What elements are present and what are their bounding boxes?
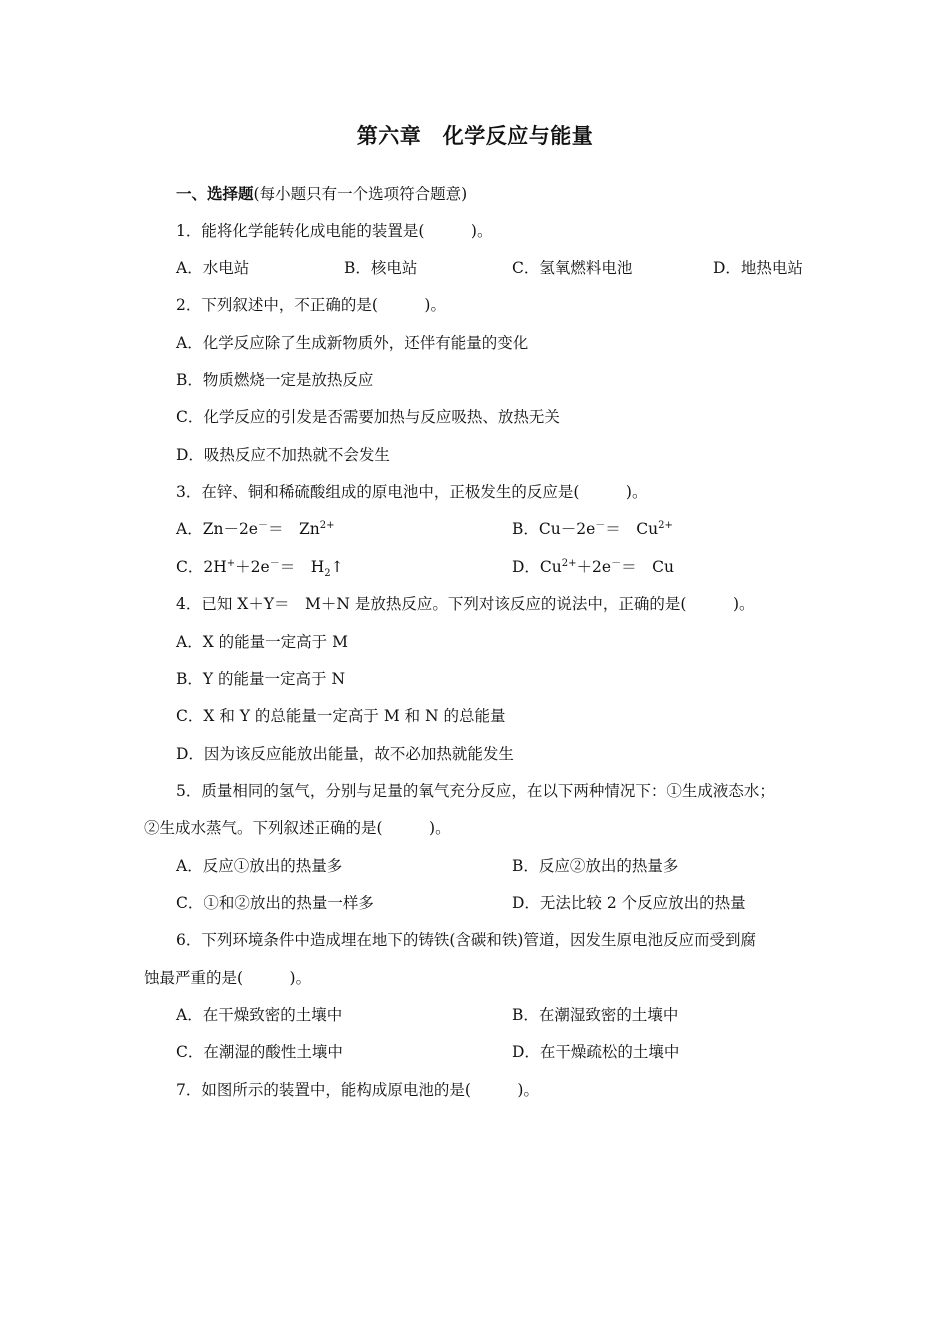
q3-d-post: ＝ Cu	[621, 558, 674, 576]
page-title: 第六章 化学反应与能量	[356, 123, 594, 148]
q3-c-post: ↑	[330, 558, 344, 576]
q3-d-sup2: －	[611, 557, 622, 569]
q3-d-sup1: 2+	[561, 557, 577, 569]
q2-option-d: D．吸热反应不加热就不会发生	[176, 446, 390, 464]
q3-c-sub: 2	[324, 568, 331, 580]
q5-stem-line2: ②生成水蒸气。下列叙述正确的是( )。	[144, 819, 451, 837]
q5-option-c: C．①和②放出的热量一样多	[176, 894, 374, 912]
q4-option-a: A．X 的能量一定高于 M	[176, 633, 348, 651]
q7-stem: 7．如图所示的装置中，能构成原电池的是( )。	[176, 1081, 539, 1099]
q3-b-pre: B．Cu－2e	[512, 520, 596, 538]
q4-stem: 4．已知 X＋Y＝ M＋N 是放热反应。下列对该反应的说法中，正确的是( )。	[176, 595, 755, 613]
q3-d-mid: ＋2e	[576, 558, 612, 576]
q1-option-a: A．水电站	[176, 259, 250, 277]
q3-b-sup1: －	[595, 519, 606, 531]
q1-option-d: D．地热电站	[713, 259, 803, 277]
q3-a-mid: ＝ Zn	[267, 520, 320, 538]
q1-option-b: B．核电站	[344, 259, 418, 277]
q2-option-c: C．化学反应的引发是否需要加热与反应吸热、放热无关	[176, 408, 560, 426]
q3-a-sup2: 2+	[319, 519, 335, 531]
q3-option-b	[512, 518, 673, 540]
q6-option-b: B．在潮湿致密的土壤中	[512, 1006, 679, 1024]
q3-a-sup1: －	[257, 519, 268, 531]
q5-option-d: D．无法比较 2 个反应放出的热量	[512, 894, 746, 912]
q5-stem-line1: 5．质量相同的氢气，分别与足量的氧气充分反应，在以下两种情况下：①生成液态水；	[176, 782, 775, 800]
q5-option-b: B．反应②放出的热量多	[512, 857, 679, 875]
section-heading: 一、选择题	[176, 184, 254, 203]
q3-option-d	[512, 556, 674, 578]
q4-option-d: D．因为该反应能放出能量，故不必加热就能发生	[176, 745, 514, 763]
q1-stem: 1．能将化学能转化成电能的装置是( )。	[176, 222, 493, 240]
q5-option-a: A．反应①放出的热量多	[176, 857, 343, 875]
q2-option-a: A．化学反应除了生成新物质外，还伴有能量的变化	[176, 334, 529, 352]
q3-c-sup2: －	[269, 557, 280, 569]
q3-d-pre: D．Cu	[512, 558, 562, 576]
q6-stem-line2: 蚀最严重的是( )。	[144, 969, 312, 987]
q1-option-c: C．氢氧燃料电池	[512, 259, 633, 277]
q3-b-sup2: 2+	[658, 519, 673, 531]
q6-option-c: C．在潮湿的酸性土壤中	[176, 1043, 343, 1061]
q6-stem-line1: 6．下列环境条件中造成埋在地下的铸铁(含碳和铁)管道，因发生原电池反应而受到腐	[176, 931, 756, 949]
q4-option-c: C．X 和 Y 的总能量一定高于 M 和 N 的总能量	[176, 707, 506, 725]
q6-option-a: A．在干燥致密的土壤中	[176, 1006, 343, 1024]
q3-c-eq: ＝ H	[279, 558, 325, 576]
q3-c-pre: C．2H	[176, 558, 227, 576]
section-note: (每小题只有一个选项符合题意)	[253, 185, 468, 203]
q6-option-d: D．在干燥疏松的土壤中	[512, 1043, 680, 1061]
q3-stem: 3．在锌、铜和稀硫酸组成的原电池中，正极发生的反应是( )。	[176, 483, 648, 501]
q3-option-c	[176, 556, 344, 578]
section-heading-line	[176, 183, 467, 205]
q3-c-mid: ＋2e	[235, 558, 270, 576]
q4-option-b: B．Y 的能量一定高于 N	[176, 670, 346, 688]
q3-b-mid: ＝ Cu	[605, 520, 659, 538]
q2-option-b: B．物质燃烧一定是放热反应	[176, 371, 374, 389]
q3-c-sup1: +	[226, 557, 236, 569]
q2-stem: 2．下列叙述中，不正确的是( )。	[176, 296, 446, 314]
q3-a-pre: A．Zn－2e	[176, 520, 258, 538]
q3-option-a	[176, 518, 335, 540]
